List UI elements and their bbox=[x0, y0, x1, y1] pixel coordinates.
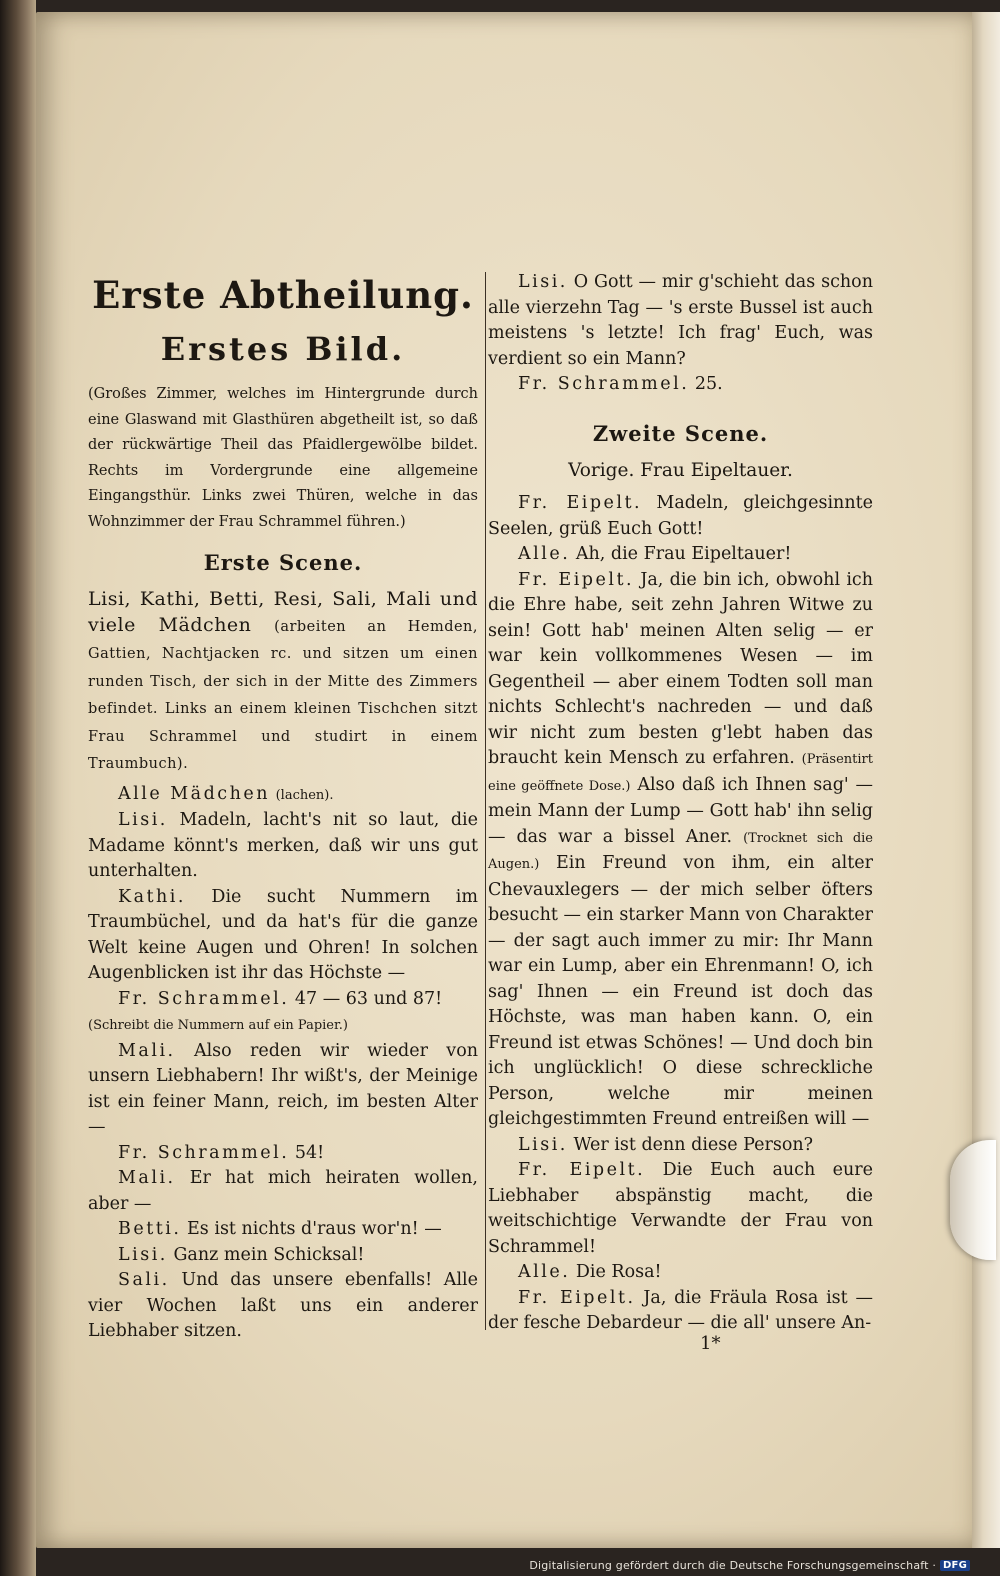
speaker: Fr. Eipelt. bbox=[518, 1287, 636, 1308]
speech: Und das unsere ebenfalls! Alle vier Wochen laßt uns ein anderer Liebhaber sitzen. bbox=[88, 1270, 478, 1341]
dialogue-line bbox=[88, 1166, 478, 1217]
right-column bbox=[488, 270, 873, 1337]
speaker: Kathi. bbox=[118, 886, 186, 907]
dialogue-line bbox=[88, 987, 478, 1013]
bleed-through-right bbox=[490, 140, 870, 260]
speech: 54! bbox=[294, 1142, 325, 1163]
cast-names: Lisi, Kathi, Betti, Resi, Sali, Mali und viele Mädchen bbox=[88, 588, 478, 636]
dialogue-line bbox=[488, 542, 873, 568]
dialogue-line bbox=[88, 1243, 478, 1269]
speaker: Fr. Eipelt. bbox=[518, 493, 643, 513]
dialogue-line bbox=[88, 885, 478, 987]
speaker: Fr. Schrammel. bbox=[118, 1142, 290, 1163]
footer-text: Digitalisierung gefördert durch die Deutsche Forschungsgemeinschaft · bbox=[529, 1559, 937, 1572]
speech: Es ist nichts d'raus wor'n! — bbox=[187, 1219, 442, 1239]
speaker: Alle Mädchen bbox=[118, 783, 271, 804]
dialogue-line bbox=[88, 808, 478, 885]
speaker: Lisi. bbox=[518, 1134, 568, 1155]
book-spine bbox=[0, 0, 36, 1576]
stage-direction: (Großes Zimmer, welches im Hintergrunde durch eine Glaswand mit Glasthüren abgetheilt ist, so daß der rückwärtige Theil das Pfaidlergewölbe bildet. Rechts im Vordergrunde eine allgemeine Eingangsthür. Links zwei Thüren, welche in das Wohnzimmer der Frau Schrammel führen.) bbox=[88, 386, 478, 530]
dialogue-line bbox=[488, 568, 873, 1133]
dialogue-line bbox=[88, 1217, 478, 1243]
speaker: Fr. Eipelt. bbox=[518, 1160, 646, 1180]
speech: Ja, die Fräula Rosa ist — der fesche Debardeur — die all' unsere An- bbox=[488, 1287, 873, 1333]
speech: Wer ist denn diese Person? bbox=[573, 1134, 814, 1155]
speech: O Gott — mir g'schieht das schon alle vierzehn Tag — 's erste Bussel ist auch meistens 's letzte! Ich frag' Euch, was verdient so ein Mann? bbox=[488, 272, 873, 369]
footer-credit bbox=[529, 1559, 970, 1572]
dfg-logo-icon: DFG bbox=[940, 1560, 970, 1571]
sheet-signature: 1* bbox=[700, 1333, 721, 1354]
speech: Also reden wir wieder von unsern Liebhabern! Ihr wißt's, der Meinige ist ein feiner Mann, reich, im besten Alter — bbox=[88, 1040, 478, 1137]
dialogue-line bbox=[488, 1286, 873, 1337]
speech: Madeln, lacht's nit so laut, die Madame könnt's merken, daß wir uns gut unterhalten. bbox=[88, 810, 478, 881]
left-column bbox=[88, 268, 478, 1345]
dialogue-line bbox=[488, 270, 873, 372]
speech: Die sucht Nummern im Traumbüchel, und da hat's für die ganze Welt keine Augen und Ohren! In solchen Augenblicken ist ihr das Höchste — bbox=[88, 886, 478, 983]
speech: Ein Freund von ihm, ein alter Chevauxlegers — der mich selber öfters besucht — ein starker Mann von Charakter — der sagt auch immer zu mir: Ihr Mann war ein Lump, aber ein Ehrenmann! O, ich sag' Ihnen — ein Freund ist doch das Höchste, was man haben kann. O, ein Freund ist etwas Schönes! — Und doch bin ich unglücklich! O diese schreckliche Person, welche mir meinen gleichgestimmten Freund entreißen will — bbox=[488, 853, 873, 1129]
cast-stage-direction: (arbeiten an Hemden, Gattien, Nachtjacken rc. und sitzen um einen runden Tisch, der sich in der Mitte des Zimmers befindet. Links an einem kleinen Tischchen sitzt Frau Schrammel und studirt in einem Traumbuch). bbox=[88, 618, 479, 772]
stage-direction-inline: (Präsentirt eine geöffnete Dose.) bbox=[488, 752, 873, 794]
speech: Er hat mich heiraten wollen, aber — bbox=[88, 1168, 478, 1214]
speaker: Alle. bbox=[518, 1262, 571, 1282]
dialogue-line bbox=[88, 782, 478, 809]
speech: Ah, die Frau Eipeltauer! bbox=[575, 544, 792, 564]
speaker: Alle. bbox=[518, 544, 571, 564]
speaker: Sali. bbox=[118, 1270, 170, 1290]
speech: Madeln, gleichgesinnte Seelen, grüß Euch Gott! bbox=[488, 493, 873, 539]
speech: Ganz mein Schicksal! bbox=[173, 1244, 365, 1265]
dialogue-line bbox=[88, 1141, 478, 1167]
page-tab bbox=[950, 1140, 996, 1260]
speaker: Betti. bbox=[118, 1219, 182, 1239]
speech: 25. bbox=[694, 374, 723, 394]
scene-heading: Erste Scene. bbox=[203, 550, 363, 575]
scene-heading: Zweite Scene. bbox=[592, 420, 769, 446]
dialogue-line bbox=[488, 372, 873, 398]
stage-direction-inline: (lachen). bbox=[275, 787, 334, 803]
speech: Ja, die bin ich, obwohl ich die Ehre habe, seit zehn Jahren Witwe zu sein! Gott hab' meinen Alten selig — er war kein vollkommenes Wesen — im Gegentheil — aber einem Todten soll man nichts Schlecht's nachreden — und daß wir nicht zum besten g'lebt haben das braucht kein Mensch zu erfahren. bbox=[488, 569, 873, 768]
speaker: Fr. Schrammel. bbox=[118, 988, 290, 1009]
speaker: Mali. bbox=[118, 1040, 176, 1061]
speech: Die Rosa! bbox=[575, 1262, 662, 1282]
dialogue-line bbox=[488, 1133, 873, 1159]
speech: Die Euch auch eure Liebhaber abspänstig macht, die weitschichtige Verwandte der Frau von Schrammel! bbox=[488, 1160, 873, 1257]
speech: Also daß ich Ihnen sag' — mein Mann der Lump — Gott hab' ihn selig — das war a bissel Aner. bbox=[488, 774, 873, 847]
page-edge bbox=[972, 12, 1000, 1548]
bleed-through-left bbox=[92, 140, 472, 260]
stage-direction-inline: (Trocknet sich die Augen.) bbox=[488, 830, 873, 872]
cast-list: Vorige. Frau Eipeltauer. bbox=[568, 459, 793, 481]
speaker: Lisi. bbox=[118, 1244, 168, 1265]
dialogue-line bbox=[488, 491, 873, 542]
speaker: Fr. Schrammel. bbox=[518, 374, 690, 394]
speech: 47 — 63 und 87! bbox=[294, 988, 443, 1009]
cast-list bbox=[88, 587, 478, 778]
column-divider bbox=[485, 272, 486, 1330]
page-title: Erste Abtheilung. bbox=[92, 273, 474, 317]
page-subtitle: Erstes Bild. bbox=[160, 330, 406, 368]
speaker: Lisi. bbox=[518, 272, 568, 292]
dialogue-line bbox=[488, 1158, 873, 1260]
speaker: Lisi. bbox=[118, 810, 168, 830]
speaker: Mali. bbox=[118, 1168, 176, 1188]
speaker: Fr. Eipelt. bbox=[518, 569, 635, 590]
stage-direction-line bbox=[88, 1012, 478, 1039]
dialogue-line bbox=[88, 1039, 478, 1141]
dialogue-line bbox=[488, 1260, 873, 1286]
dialogue-line bbox=[88, 1268, 478, 1345]
stage-direction-inline: (Schreibt die Nummern auf ein Papier.) bbox=[88, 1018, 348, 1033]
